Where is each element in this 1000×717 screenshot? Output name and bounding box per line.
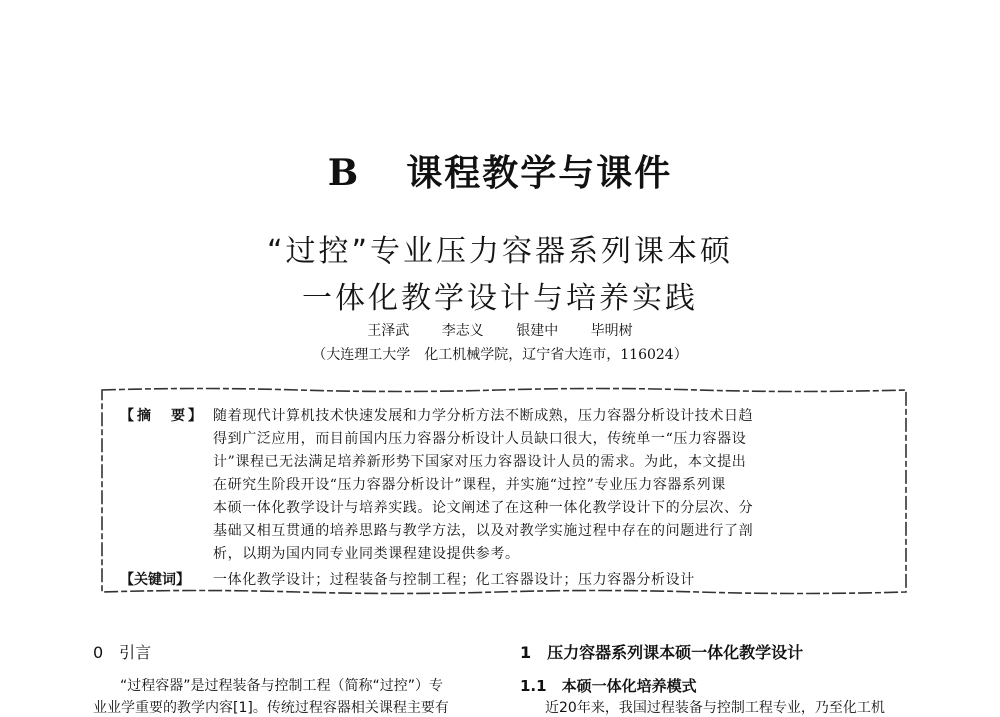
abstract-line: 基础又相互贯通的培养思路与教学方法，以及对教学实施过程中存在的问题进行了剖 [213, 523, 754, 539]
keywords-text: 一体化教学设计；过程装备与控制工程；化工容器设计；压力容器分析设计 [213, 572, 695, 588]
section-heading [0, 145, 1000, 196]
section-1-1-heading: 1.1 本硕一体化培养模式 [520, 677, 697, 695]
section-1-heading: 1 压力容器系列课本硕一体化教学设计 [520, 643, 804, 662]
abstract-label: 【摘 要】 [120, 408, 205, 424]
affiliation: （大连理工大学 化工机械学院，辽宁省大连市，116024） [312, 347, 688, 363]
keywords-label: 【关键词】 [120, 572, 190, 588]
abstract-line: 析，以期为国内同专业同类课程建设提供参考。 [213, 546, 520, 562]
abstract-line: 本硕一体化教学设计与培养实践。论文阐述了在这种一体化教学设计下的分层次、分 [213, 500, 754, 516]
author: 毕明树 [590, 323, 633, 339]
author: 银建中 [516, 323, 559, 339]
body-text-line: 近20年来，我国过程装备与控制工程专业，乃至化工机 [545, 700, 885, 716]
abstract-line: 得到广泛应用，而目前国内压力容器分析设计人员缺口很大，传统单一“压力容器设 [213, 431, 747, 447]
author: 李志义 [441, 323, 484, 339]
abstract-line: 随着现代计算机技术快速发展和力学分析方法不断成熟，压力容器分析设计技术日趋 [213, 408, 754, 424]
paper-title-line-2: 一体化教学设计与培养实践 [302, 281, 698, 316]
intro-heading: 0 引言 [93, 643, 152, 662]
abstract-line: 在研究生阶段开设“压力容器分析设计”课程，并实施“过控”专业压力容器系列课 [213, 477, 726, 493]
abstract-box [98, 386, 910, 596]
paper-title-line-1: “过控”专业压力容器系列课本硕 [266, 234, 734, 269]
body-text-line: 业业学重要的教学内容[1]。传统过程容器相关课程主要有 [93, 700, 449, 716]
body-text-line: “过程容器”是过程装备与控制工程（简称“过控”）专 [120, 678, 444, 694]
author-list [0, 320, 1000, 340]
section-letter: B [327, 152, 361, 194]
abstract-line: 计”课程已无法满足培养新形势下国家对压力容器设计人员的需求。为此，本文提出 [213, 454, 747, 470]
section-title: 课程教学与课件 [406, 152, 673, 194]
author: 王泽武 [367, 323, 410, 339]
